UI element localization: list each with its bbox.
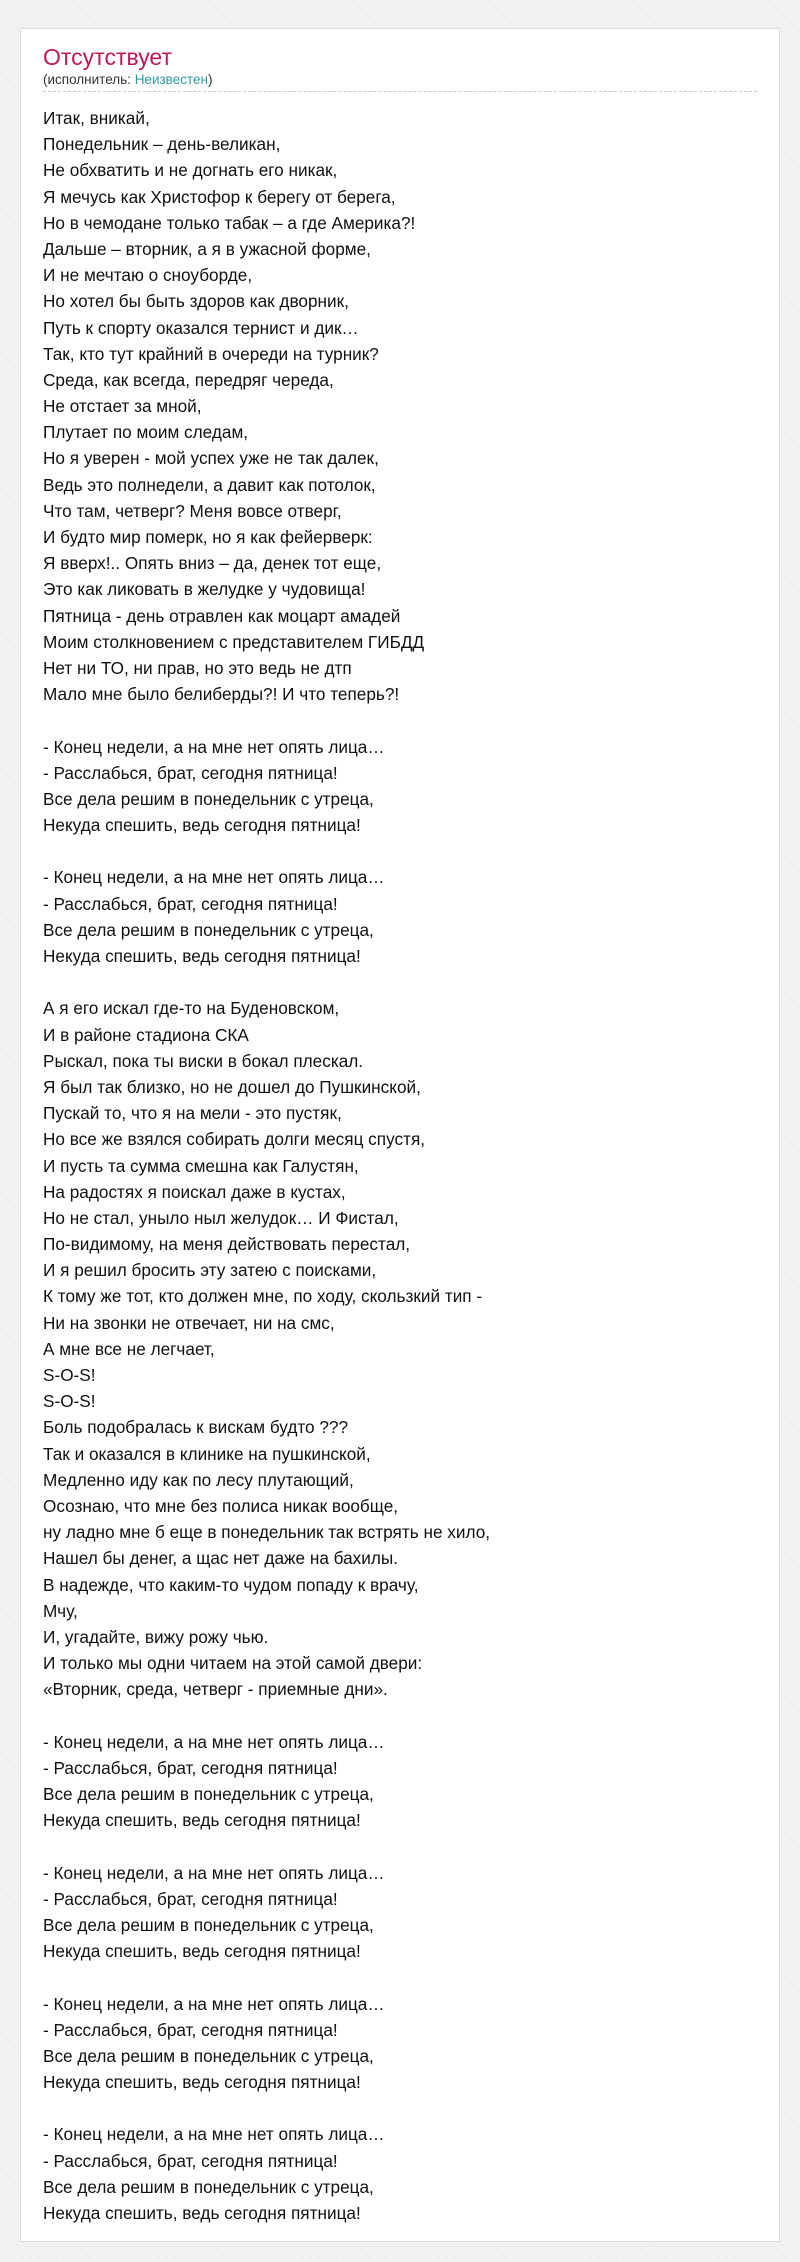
lyric-line: [43, 1964, 757, 1990]
lyric-line: Все дела решим в понедельник с утреца,: [43, 2176, 374, 2197]
lyric-line: А я его искал где-то на Буденовском,: [43, 998, 340, 1019]
lyric-line: Мало мне было белиберды?! И что теперь?!: [43, 684, 400, 705]
lyric-line: Не обхватить и не догнать его никак,: [43, 160, 338, 181]
lyric-line: На радостях я поискал даже в кустах,: [43, 1181, 346, 1202]
lyric-line: Дальше – вторник, а я в ужасной форме,: [43, 238, 371, 259]
lyric-line: Так и оказался в клинике на пушкинской,: [43, 1443, 371, 1464]
lyric-line: - Расслабься, брат, сегодня пятница!: [43, 762, 338, 783]
lyric-line: Но я уверен - мой успех уже не так далек,: [43, 448, 379, 469]
lyric-line: Но все же взялся собирать долги месяц спустя,: [43, 1129, 426, 1150]
lyric-line: [43, 1702, 757, 1728]
lyric-line: Путь к спорту оказался тернист и дик…: [43, 317, 359, 338]
lyric-line: И я решил бросить эту затею с поисками,: [43, 1260, 377, 1281]
lyric-line: А мне все не легчает,: [43, 1338, 215, 1359]
lyric-line: Некуда спешить, ведь сегодня пятница!: [43, 2072, 361, 2093]
lyric-line: Ни на звонки не отвечает, ни на смс,: [43, 1312, 335, 1333]
lyric-line: Рыскал, пока ты виски в бокал плескал.: [43, 1050, 364, 1071]
lyric-line: «Вторник, среда, четверг - приемные дни».: [43, 1679, 388, 1700]
lyric-line: И пусть та сумма смешна как Галустян,: [43, 1155, 359, 1176]
lyric-line: Понедельник – день-великан,: [43, 134, 281, 155]
lyric-line: Не отстает за мной,: [43, 396, 202, 417]
lyric-line: [43, 2095, 757, 2121]
lyric-line: Некуда спешить, ведь сегодня пятница!: [43, 1941, 361, 1962]
lyric-line: - Расслабься, брат, сегодня пятница!: [43, 1757, 338, 1778]
lyric-line: [43, 707, 757, 733]
lyric-line: Мчу,: [43, 1600, 78, 1621]
lyric-line: - Конец недели, а на мне нет опять лица…: [43, 867, 385, 888]
lyric-line: Плутает по моим следам,: [43, 422, 249, 443]
lyric-line: Все дела решим в понедельник с утреца,: [43, 1914, 374, 1935]
lyric-line: Осознаю, что мне без полиса никак вообще,: [43, 1495, 399, 1516]
lyric-line: К тому же тот, кто должен мне, по ходу, скользкий тип -: [43, 1286, 483, 1307]
lyric-line: Среда, как всегда, передряг череда,: [43, 369, 334, 390]
lyric-line: Но в чемодане только табак – а где Америка?!: [43, 212, 416, 233]
lyric-line: Все дела решим в понедельник с утреца,: [43, 919, 374, 940]
lyric-line: Некуда спешить, ведь сегодня пятница!: [43, 815, 361, 836]
lyrics-card: [20, 28, 780, 2242]
artist-suffix: ): [207, 72, 213, 87]
lyrics-text: [43, 105, 757, 2226]
lyric-line: Я был так близко, но не дошел до Пушкинской,: [43, 1076, 421, 1097]
lyric-line: S-O-S!: [43, 1365, 96, 1385]
lyric-line: Все дела решим в понедельник с утреца,: [43, 788, 374, 809]
lyric-line: ну ладно мне б еще в понедельник так встрять не хило,: [43, 1522, 491, 1543]
lyric-line: Все дела решим в понедельник с утреца,: [43, 2045, 374, 2066]
lyric-line: И будто мир померк, но я как фейерверк:: [43, 527, 373, 547]
lyric-line: - Конец недели, а на мне нет опять лица…: [43, 1993, 385, 2014]
lyric-line: Но не стал, уныло ныл желудок… И Фистал,: [43, 1207, 399, 1228]
lyric-line: Но хотел бы быть здоров как дворник,: [43, 291, 349, 312]
lyric-line: Пускай то, что я на мели - это пустяк,: [43, 1103, 342, 1124]
lyric-line: Моим столкновением с представителем ГИБДД: [43, 631, 425, 652]
lyric-line: Медленно иду как по лесу плутающий,: [43, 1469, 354, 1490]
lyric-line: [43, 838, 757, 864]
lyric-line: И в районе стадиона СКА: [43, 1024, 249, 1045]
lyric-line: И, угадайте, вижу рожу чью.: [43, 1626, 269, 1647]
lyric-line: S-O-S!: [43, 1391, 96, 1412]
lyric-line: Некуда спешить, ведь сегодня пятница!: [43, 2203, 361, 2223]
artist-line: [43, 71, 757, 92]
lyric-line: - Конец недели, а на мне нет опять лица…: [43, 1731, 385, 1752]
lyric-line: [43, 1833, 757, 1859]
artist-prefix: (исполнитель:: [43, 72, 135, 87]
lyric-line: Я вверх!.. Опять вниз – да, денек тот еще,: [43, 553, 382, 574]
lyric-line: Нашел бы денег, а щас нет даже на бахилы.: [43, 1548, 399, 1569]
lyric-line: - Расслабься, брат, сегодня пятница!: [43, 1888, 338, 1909]
lyric-line: Некуда спешить, ведь сегодня пятница!: [43, 946, 361, 966]
lyric-line: В надежде, что каким-то чудом попаду к врачу,: [43, 1574, 419, 1595]
lyric-line: И не мечтаю о сноуборде,: [43, 265, 253, 286]
lyric-line: И только мы одни читаем на этой самой двери:: [43, 1653, 423, 1674]
lyric-line: - Расслабься, брат, сегодня пятница!: [43, 893, 338, 914]
lyric-line: [43, 969, 757, 995]
lyric-line: Итак, вникай,: [43, 108, 150, 128]
lyric-line: - Конец недели, а на мне нет опять лица…: [43, 736, 385, 757]
lyric-line: По-видимому, на меня действовать перестал,: [43, 1234, 411, 1255]
lyric-line: Некуда спешить, ведь сегодня пятница!: [43, 1810, 361, 1831]
lyric-line: Нет ни ТО, ни прав, но это ведь не дтп: [43, 657, 352, 678]
lyric-line: - Расслабься, брат, сегодня пятница!: [43, 2150, 338, 2171]
lyric-line: Все дела решим в понедельник с утреца,: [43, 1784, 374, 1804]
lyric-line: - Конец недели, а на мне нет опять лица…: [43, 1862, 385, 1883]
lyric-line: Я мечусь как Христофор к берегу от берега,: [43, 186, 396, 207]
lyric-line: - Расслабься, брат, сегодня пятница!: [43, 2019, 338, 2040]
lyric-line: Боль подобралась к вискам будто ???: [43, 1417, 349, 1438]
lyric-line: Это как ликовать в желудке у чудовища!: [43, 579, 366, 600]
song-title: Отсутствует: [43, 44, 172, 70]
artist-link[interactable]: Неизвестен: [134, 72, 208, 87]
lyric-line: Так, кто тут крайний в очереди на турник?: [43, 343, 379, 364]
lyric-line: Что там, четверг? Меня вовсе отверг,: [43, 500, 342, 521]
lyric-line: - Конец недели, а на мне нет опять лица…: [43, 2124, 385, 2145]
lyric-line: Пятница - день отравлен как моцарт амадей: [43, 605, 401, 626]
lyric-line: Ведь это полнедели, а давит как потолок,: [43, 474, 376, 495]
